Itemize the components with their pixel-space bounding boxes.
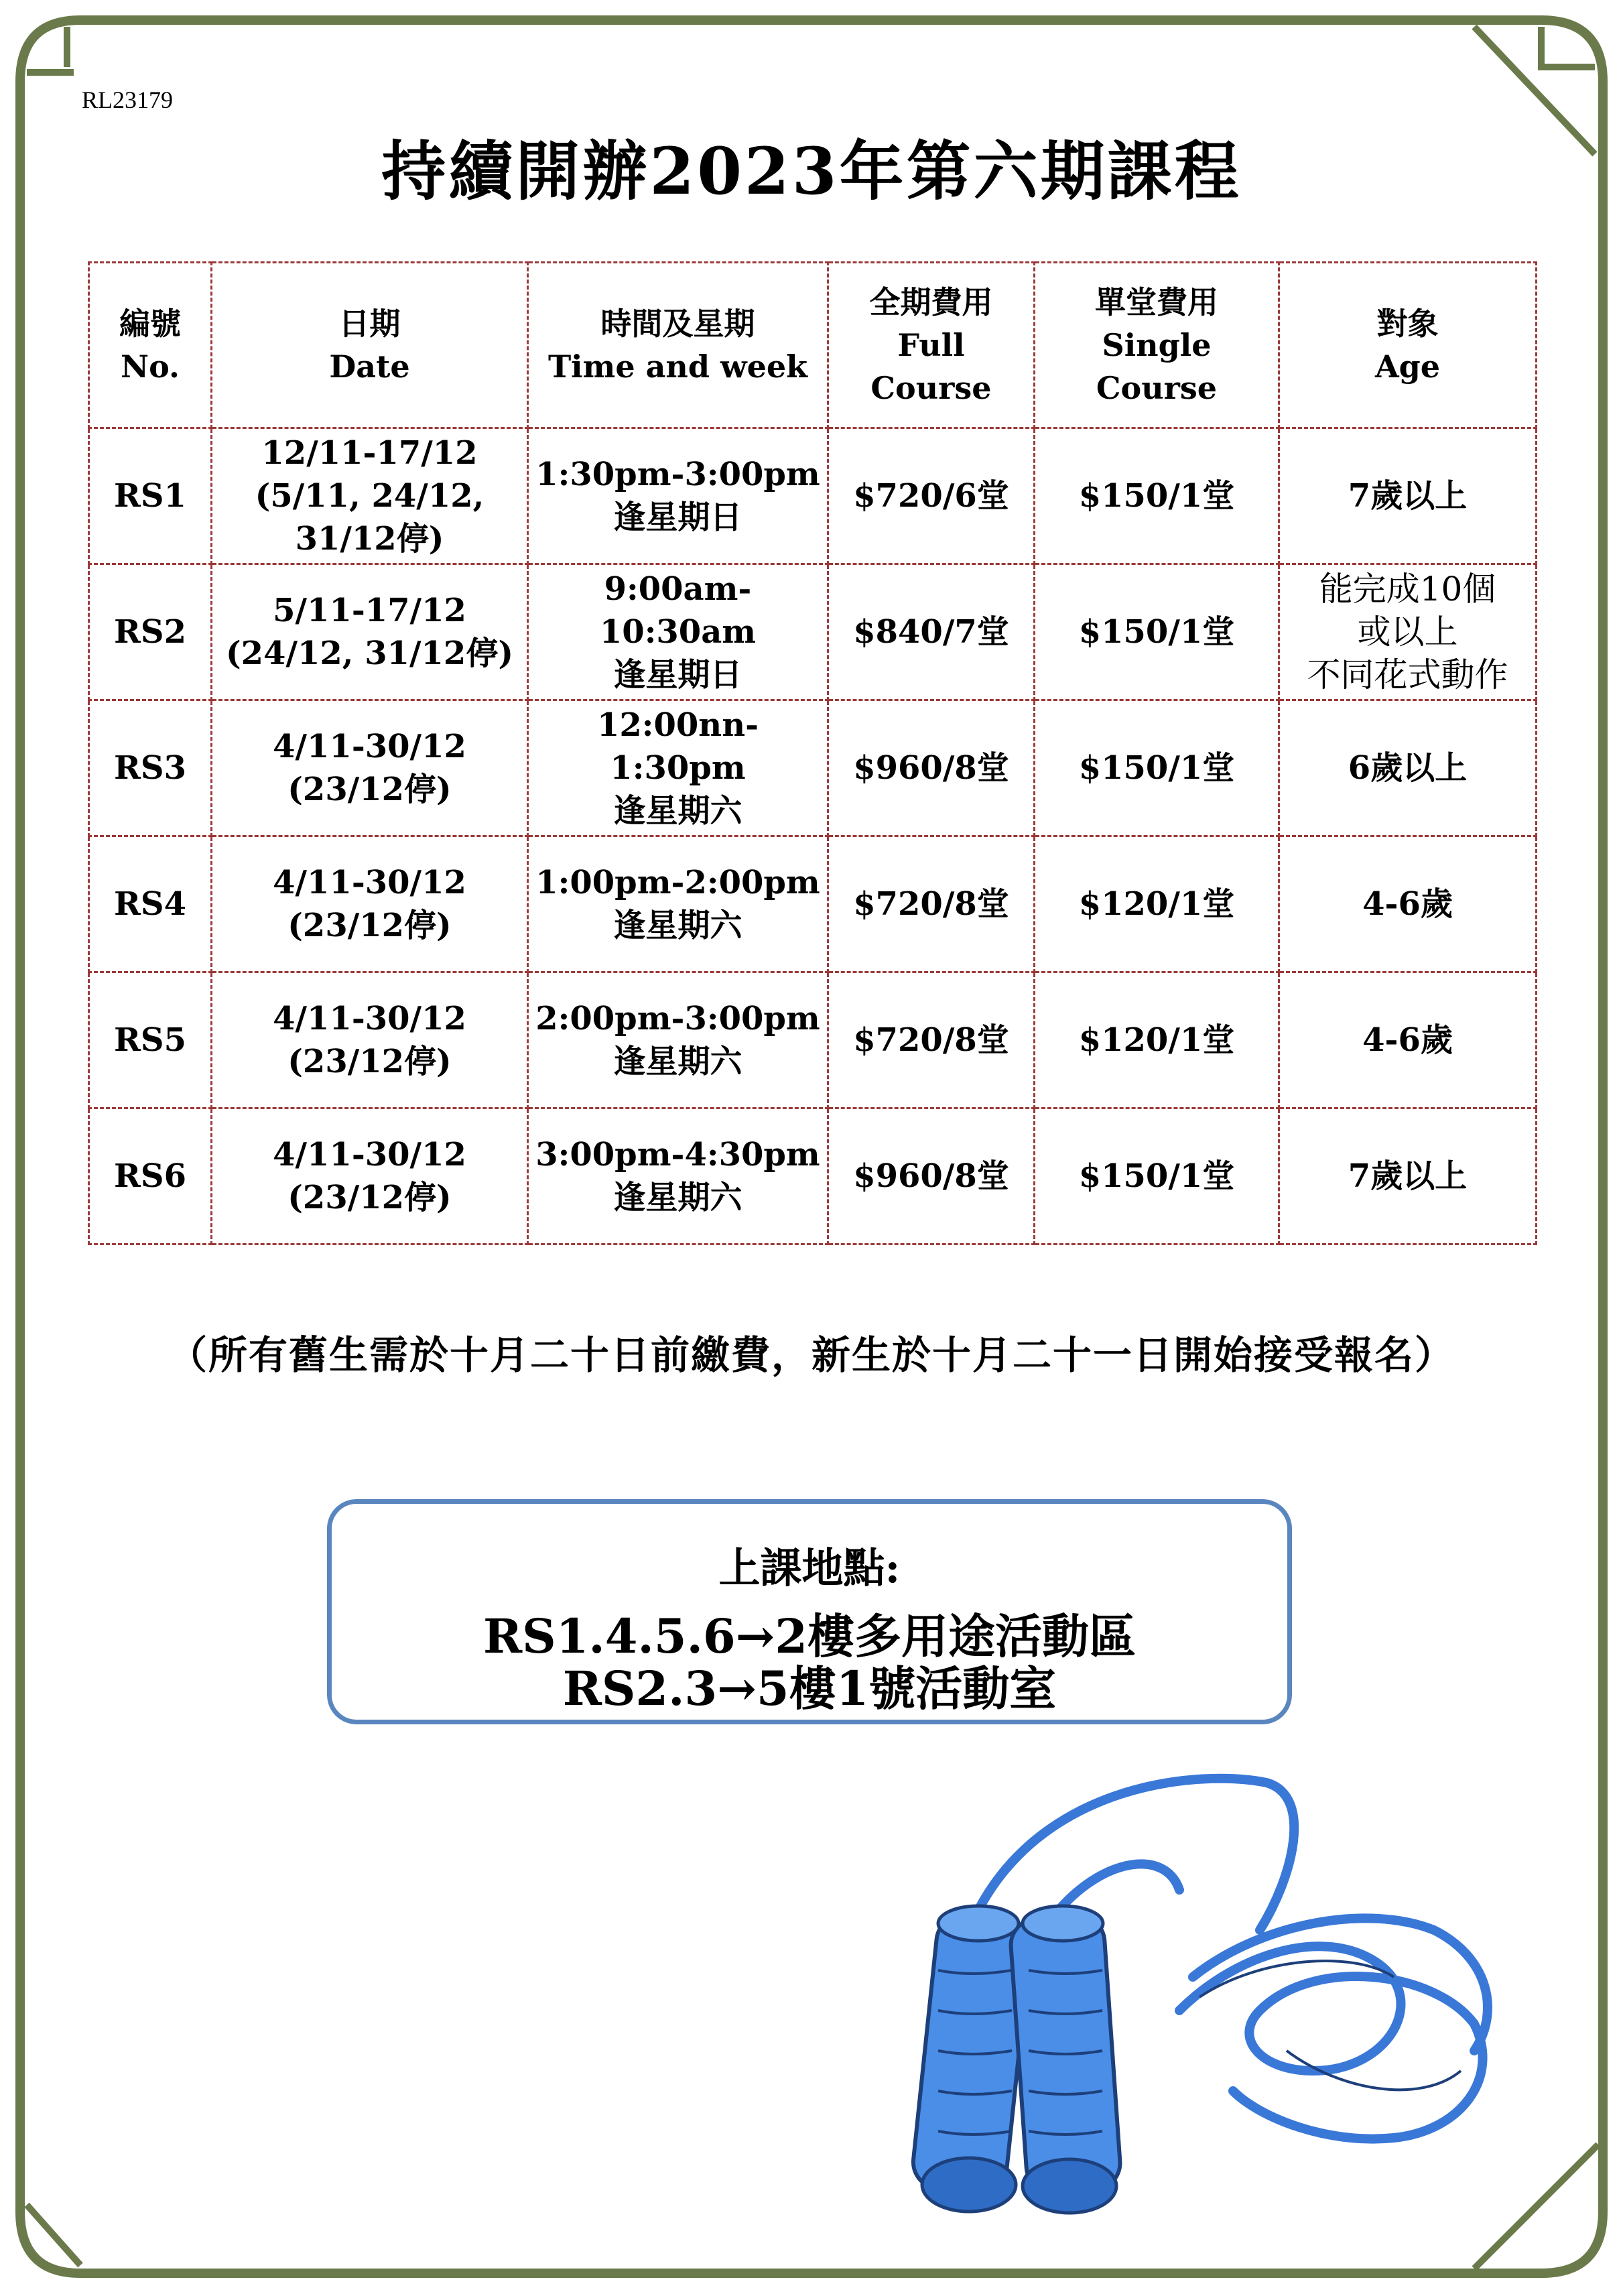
venue-line-1: RS1.4.5.6→2樓多用途活動區 xyxy=(482,1608,1137,1664)
cell-time: 1:00pm-2:00pm 逢星期六 xyxy=(528,836,828,972)
cell-single-fee: $150/1堂 xyxy=(1035,700,1279,836)
cell-no: RS6 xyxy=(89,1108,212,1245)
cell-single-fee: $120/1堂 xyxy=(1035,836,1279,972)
cell-date: 4/11-30/12 (23/12停) xyxy=(212,1108,528,1245)
cell-time: 1:30pm-3:00pm 逢星期日 xyxy=(528,428,828,564)
cell-single-fee: $150/1堂 xyxy=(1035,1108,1279,1245)
cell-no: RS4 xyxy=(89,836,212,972)
cell-age: 4-6歲 xyxy=(1279,836,1537,972)
cell-full-fee: $960/8堂 xyxy=(828,1108,1035,1245)
jump-rope-illustration xyxy=(885,1756,1541,2225)
header-time: 時間及星期 Time and week xyxy=(528,263,828,428)
cell-full-fee: $960/8堂 xyxy=(828,700,1035,836)
cell-time: 3:00pm-4:30pm 逢星期六 xyxy=(528,1108,828,1245)
reference-code: RL23179 xyxy=(82,86,174,113)
cell-age: 7歲以上 xyxy=(1279,1108,1537,1245)
cell-full-fee: $720/8堂 xyxy=(828,972,1035,1108)
cell-age: 7歲以上 xyxy=(1279,428,1537,564)
cell-no: RS5 xyxy=(89,972,212,1108)
cell-date: 5/11-17/12 (24/12, 31/12停) xyxy=(212,564,528,700)
cell-no: RS1 xyxy=(89,428,212,564)
cell-time: 12:00nn-1:30pm 逢星期六 xyxy=(528,700,828,836)
table-row xyxy=(89,564,1537,700)
header-date: 日期 Date xyxy=(212,263,528,428)
table-row xyxy=(89,428,1537,564)
cell-age: 6歲以上 xyxy=(1279,700,1537,836)
cell-date: 4/11-30/12 (23/12停) xyxy=(212,700,528,836)
cell-single-fee: $150/1堂 xyxy=(1035,428,1279,564)
cell-no: RS2 xyxy=(89,564,212,700)
venue-title: 上課地點: xyxy=(718,1543,901,1592)
cell-full-fee: $840/7堂 xyxy=(828,564,1035,700)
cell-single-fee: $150/1堂 xyxy=(1035,564,1279,700)
cell-age: 4-6歲 xyxy=(1279,972,1537,1108)
cell-date: 4/11-30/12 (23/12停) xyxy=(212,972,528,1108)
course-table xyxy=(88,261,1537,1245)
cell-date: 4/11-30/12 (23/12停) xyxy=(212,836,528,972)
cell-age: 能完成10個 或以上 不同花式動作 xyxy=(1279,564,1537,700)
venue-line-2: RS2.3→5樓1號活動室 xyxy=(562,1661,1057,1716)
cell-full-fee: $720/8堂 xyxy=(828,836,1035,972)
cell-full-fee: $720/6堂 xyxy=(828,428,1035,564)
cell-single-fee: $120/1堂 xyxy=(1035,972,1279,1108)
table-row xyxy=(89,836,1537,972)
table-header-row xyxy=(89,263,1537,428)
cell-time: 9:00am-10:30am 逢星期日 xyxy=(528,564,828,700)
cell-no: RS3 xyxy=(89,700,212,836)
registration-notice: （所有舊生需於十月二十日前繳費，新生於十月二十一日開始接受報名） xyxy=(168,1332,1455,1378)
page-title: 持續開辦2023年第六期課程 xyxy=(381,133,1242,209)
header-single-course: 單堂費用 Single Course xyxy=(1035,263,1279,428)
cell-date: 12/11-17/12 (5/11, 24/12, 31/12停) xyxy=(212,428,528,564)
header-age: 對象 Age xyxy=(1279,263,1537,428)
venue-box xyxy=(327,1499,1292,1724)
table-row xyxy=(89,972,1537,1108)
cell-time: 2:00pm-3:00pm 逢星期六 xyxy=(528,972,828,1108)
table-row xyxy=(89,700,1537,836)
header-full-course: 全期費用 Full Course xyxy=(828,263,1035,428)
header-no: 編號 No. xyxy=(89,263,212,428)
table-row xyxy=(89,1108,1537,1245)
